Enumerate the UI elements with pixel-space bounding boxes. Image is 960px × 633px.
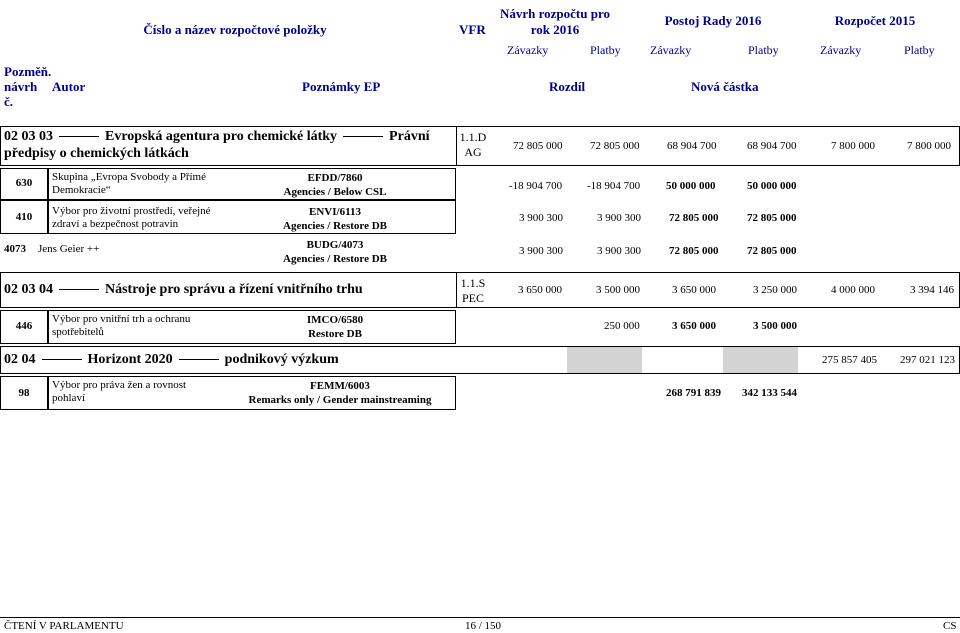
section-code: 02 03 03: [4, 129, 53, 144]
header-council: Postoj Rady 2016: [664, 13, 762, 28]
value: 3 650 000: [518, 284, 562, 296]
amendment-number: 4073: [4, 243, 26, 255]
section-name: Horizont 2020: [87, 352, 173, 367]
council-commitments: Závazky: [650, 43, 692, 57]
header-vfr: VFR: [459, 22, 486, 37]
amendment-note: [260, 238, 410, 266]
language-code: CS: [943, 620, 957, 632]
amendment-author: Výbor pro práva žen a rovnost pohlaví: [52, 379, 187, 404]
footer-title: ČTENÍ V PARLAMENTU: [4, 620, 124, 632]
value: 7 800 000: [907, 140, 951, 152]
amendment-number: 446: [15, 320, 33, 332]
value: 3 650 000: [672, 284, 716, 296]
amendment-author: Skupina „Evropa Svobody a Přímé Demokracie“: [52, 171, 206, 196]
new-commitments: 72 805 000: [669, 212, 719, 224]
amendment-author: Výbor pro životní prostředí, veřejné zdraví a bezpečnost potravin: [52, 205, 211, 230]
header-amendment: Pozměň. návrh č.: [4, 64, 52, 109]
amendment-number: 410: [15, 211, 33, 223]
value: 3 500 000: [596, 284, 640, 296]
shaded-cell: [723, 347, 798, 373]
shaded-cell: [567, 347, 642, 373]
header-budget: Rozpočet 2015: [834, 13, 916, 28]
note-text: Agencies / Below CSL: [283, 186, 387, 198]
amendment-number: 98: [18, 387, 30, 399]
new-commitments: 3 650 000: [672, 320, 716, 332]
footer-divider: [0, 617, 960, 618]
new-payments: 72 805 000: [747, 245, 797, 257]
value: 3 250 000: [753, 284, 797, 296]
value: 4 000 000: [831, 284, 875, 296]
value: 3 394 146: [910, 284, 954, 296]
proposal-payments: Platby: [590, 43, 621, 57]
new-payments: 72 805 000: [747, 212, 797, 224]
difference-payments: 3 900 300: [597, 245, 641, 257]
value: 68 904 700: [667, 140, 717, 152]
section-code: 02 03 04: [4, 282, 53, 297]
section-title-020303: [4, 128, 454, 162]
header-item-name: Číslo a název rozpočtové položky: [143, 22, 327, 37]
difference-payments: 3 900 300: [597, 212, 641, 224]
budget-payments: Platby: [904, 43, 935, 57]
header-new-amount: Nová částka: [691, 79, 759, 94]
note-code: FEMM/6003: [310, 380, 370, 392]
section-vfr: 1.1.S PEC: [460, 276, 486, 305]
section-name: Evropská agentura pro chemické látky: [105, 129, 338, 144]
amendment-author: Jens Geier ++: [38, 243, 100, 255]
amendment-note: [260, 313, 410, 341]
value: 72 805 000: [590, 140, 640, 152]
section-name-extra: podnikový výzkum: [224, 352, 339, 367]
section-title-020304: [4, 282, 363, 298]
section-vfr: 1.1.D AG: [459, 130, 487, 159]
note-code: IMCO/6580: [306, 314, 364, 326]
note-text: Agencies / Restore DB: [283, 220, 387, 232]
note-text: Agencies / Restore DB: [283, 253, 387, 265]
note-text: Restore DB: [308, 328, 362, 340]
new-commitments: 72 805 000: [669, 245, 719, 257]
new-payments: 342 133 544: [742, 387, 797, 399]
section-title-0204: [4, 352, 339, 368]
budget-commitments: Závazky: [820, 43, 862, 57]
new-payments: 50 000 000: [747, 180, 797, 192]
difference-commitments: -18 904 700: [509, 180, 563, 192]
section-name: Nástroje pro správu a řízení vnitřního trhu: [105, 282, 363, 297]
amendment-note: [235, 379, 445, 407]
difference-commitments: 250 000: [604, 320, 640, 332]
new-commitments: 50 000 000: [666, 180, 716, 192]
amendment-note: [260, 205, 410, 233]
amendment-author: Výbor pro vnitřní trh a ochranu spotřebitelů: [52, 313, 191, 338]
value: 72 805 000: [513, 140, 563, 152]
note-code: BUDG/4073: [306, 239, 364, 251]
value: 7 800 000: [831, 140, 875, 152]
header-difference: Rozdíl: [549, 79, 586, 94]
value: 68 904 700: [747, 140, 797, 152]
note-text: Remarks only / Gender mainstreaming: [248, 394, 432, 406]
difference-commitments: 3 900 300: [519, 245, 563, 257]
note-code: EFDD/7860: [307, 172, 363, 184]
page-number: 16 / 150: [465, 620, 502, 632]
amendment-note: [260, 171, 410, 199]
value: 297 021 123: [900, 354, 955, 366]
new-payments: 3 500 000: [753, 320, 797, 332]
council-payments: Platby: [748, 43, 779, 57]
section-name-extra: Právní předpisy o chemických látkách: [4, 129, 430, 161]
header-proposal: Návrh rozpočtu pro rok 2016: [499, 6, 611, 37]
difference-commitments: 3 900 300: [519, 212, 563, 224]
note-code: ENVI/6113: [309, 206, 361, 218]
new-commitments: 268 791 839: [666, 387, 721, 399]
header-notes: Poznámky EP: [302, 79, 381, 94]
proposal-commitments: Závazky: [507, 43, 549, 57]
difference-payments: -18 904 700: [587, 180, 641, 192]
header-author: Autor: [52, 79, 86, 94]
section-code: 02 04: [4, 352, 36, 367]
amendment-number: 630: [15, 177, 33, 189]
value: 275 857 405: [822, 354, 877, 366]
